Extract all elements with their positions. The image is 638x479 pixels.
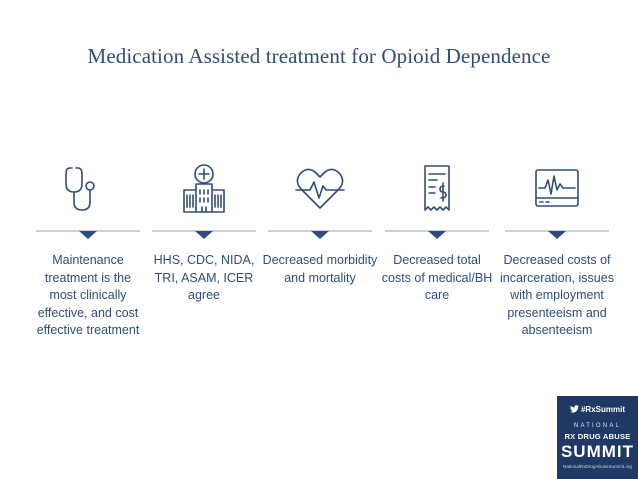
logo-rx-drug-abuse: RX DRUG ABUSE bbox=[564, 432, 631, 441]
pointer-triangle bbox=[311, 231, 329, 239]
waveform-monitor-icon bbox=[505, 160, 609, 216]
page-title: Medication Assisted treatment for Opioid Dependence bbox=[87, 44, 551, 68]
twitter-bird-icon bbox=[570, 405, 579, 413]
heartbeat-icon bbox=[268, 160, 372, 216]
logo-url: NationalRxDrugAbuseSummit.org bbox=[563, 464, 632, 469]
logo-national: NATIONAL bbox=[573, 423, 622, 429]
receipt-dollar-icon bbox=[385, 160, 489, 216]
summit-logo bbox=[557, 396, 638, 479]
pointer-triangle bbox=[428, 231, 446, 239]
benefit-caption: HHS, CDC, NIDA, TRI, ASAM, ICER agree bbox=[153, 253, 255, 303]
benefit-caption: Decreased costs of incarceration, issues with employment presenteeism and absenteeism bbox=[500, 253, 614, 338]
logo-summit: SUMMIT bbox=[560, 442, 635, 461]
pointer-triangle bbox=[79, 231, 97, 239]
pointer-triangle bbox=[548, 231, 566, 239]
stethoscope-icon bbox=[36, 160, 140, 216]
benefit-caption: Decreased total costs of medical/BH care bbox=[381, 253, 493, 303]
hashtag-label bbox=[557, 405, 638, 414]
pointer-triangle bbox=[195, 231, 213, 239]
benefit-caption: Decreased morbidity and mortality bbox=[262, 253, 378, 285]
hashtag-text: #RxSummit bbox=[580, 405, 625, 414]
benefit-caption: Maintenance treatment is the most clinically effective, and cost effective treatment bbox=[36, 253, 140, 338]
hospital-icon bbox=[152, 160, 256, 216]
